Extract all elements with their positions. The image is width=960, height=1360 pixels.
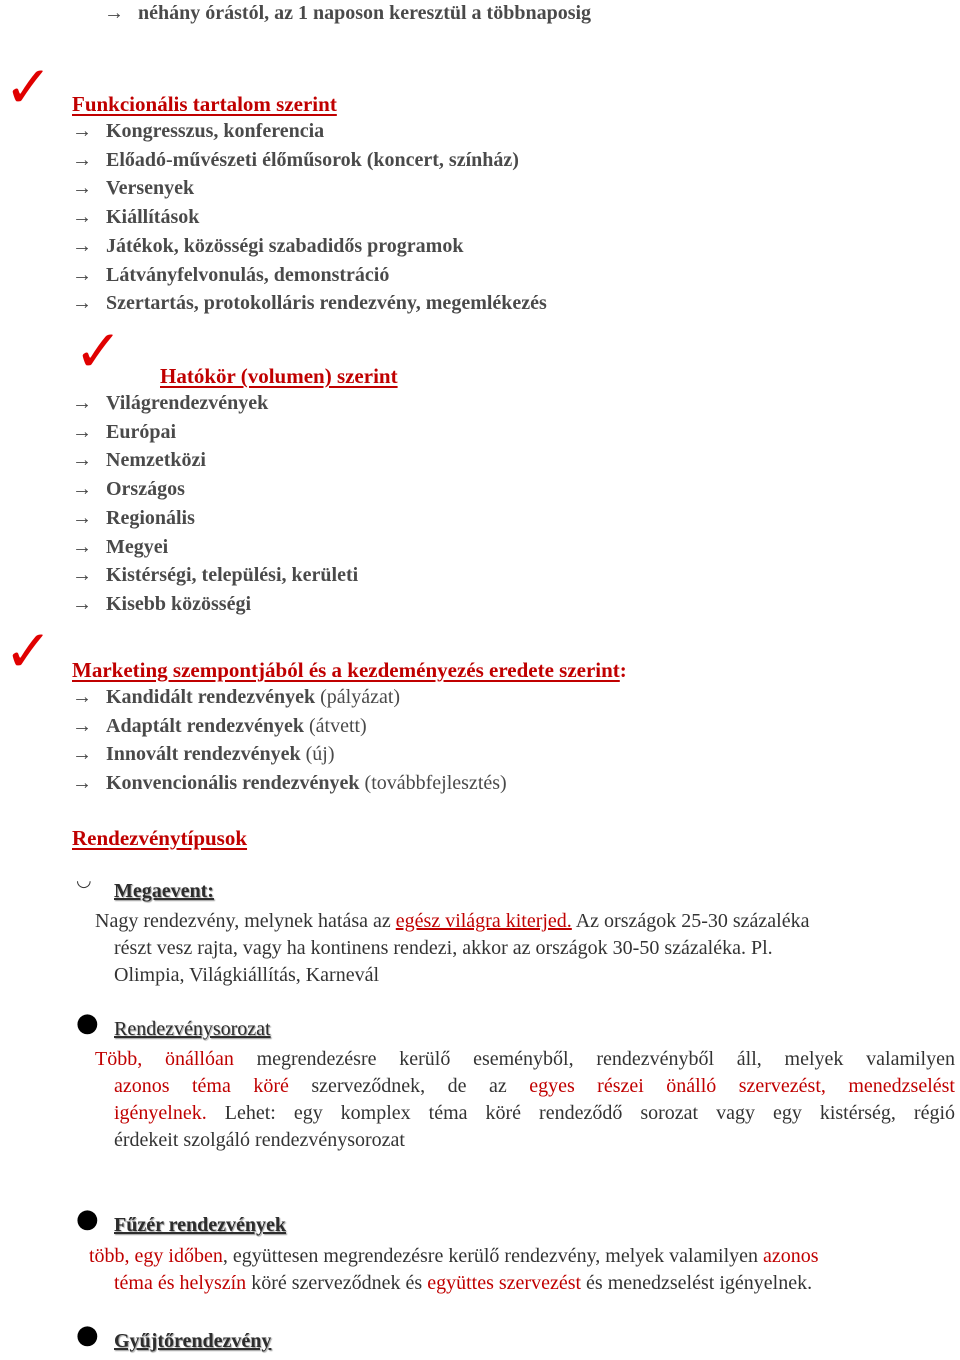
list-item-label: Regionális bbox=[106, 506, 195, 529]
list-item-note: (átvett) bbox=[303, 714, 367, 737]
megaevent-line-3: Olimpia, Világkiállítás, Karnevál bbox=[114, 964, 380, 986]
arrow-icon: → bbox=[72, 714, 92, 737]
list-item bbox=[72, 449, 206, 472]
chain-line-1: több, egy időben, együttesen megrendezésre kerülő rendezvény, melyek valamilyen azonos bbox=[89, 1245, 819, 1267]
list-item-label: Kongresszus, konferencia bbox=[106, 120, 325, 142]
arrow-icon: → bbox=[72, 263, 92, 286]
list-item bbox=[72, 564, 358, 587]
list-item-label: Kistérségi, települési, kerületi bbox=[106, 564, 359, 587]
series-heading: Rendezvénysorozat bbox=[114, 1018, 271, 1040]
series-line-1: Több, önállóan megrendezésre kerülő eseményből, rendezvényből áll, melyek valamilyen bbox=[95, 1048, 955, 1070]
arrow-icon: → bbox=[72, 772, 92, 795]
chain-line-2: téma és helyszín köré szerveződnek és együttes szervezést és menedzselést igényelnek. bbox=[114, 1272, 813, 1294]
list-item bbox=[72, 772, 507, 795]
bullet-icon: ● bbox=[76, 1008, 99, 1038]
list-item-label: Szertartás, protokolláris rendezvény, megemlékezés bbox=[106, 292, 547, 315]
list-item bbox=[72, 149, 519, 172]
megaevent-heading: Megaevent: bbox=[114, 880, 214, 902]
list-item-label: Látványfelvonulás, demonstráció bbox=[106, 263, 390, 286]
bullet-icon: ● bbox=[76, 1204, 99, 1234]
list-item-note: (pályázat) bbox=[315, 686, 401, 708]
list-item bbox=[72, 593, 251, 616]
list-item-label: Európai bbox=[106, 420, 177, 443]
arrow-icon: → bbox=[72, 177, 92, 200]
list-item-label: Játékok, közösségi szabadidős programok bbox=[106, 234, 464, 257]
list-item-label: Országos bbox=[106, 478, 185, 501]
list-item bbox=[72, 392, 268, 415]
list-item: → néhány órástól, az 1 naposon keresztül a többnaposig bbox=[104, 2, 592, 24]
arrow-icon: → bbox=[104, 2, 124, 24]
list-item bbox=[72, 507, 195, 530]
list-item bbox=[72, 421, 176, 444]
arrow-icon: → bbox=[72, 234, 92, 257]
arrow-icon: → bbox=[72, 392, 92, 414]
list-item bbox=[72, 715, 367, 738]
list-item bbox=[72, 235, 463, 258]
list-item bbox=[72, 206, 199, 229]
arrow-icon: → bbox=[72, 743, 92, 766]
checkmark-icon: ✓ bbox=[4, 617, 53, 685]
list-item bbox=[72, 536, 168, 559]
list-item-label: Világrendezvények bbox=[106, 392, 269, 414]
checkmark-icon: ✓ bbox=[74, 317, 123, 385]
section-heading-scope: Hatókör (volumen) szerint bbox=[160, 364, 398, 388]
list-item-label: Nemzetközi bbox=[106, 449, 206, 472]
list-item bbox=[72, 177, 194, 200]
megaevent-line-2: részt vesz rajta, vagy ha kontinens rendezi, akkor az országok 30-50 százaléka. Pl. bbox=[114, 937, 773, 959]
section-heading-types: Rendezvénytípusok bbox=[72, 826, 248, 850]
chain-heading: Fűzér rendezvények bbox=[114, 1214, 287, 1236]
bullet-icon: ◡ bbox=[76, 870, 92, 891]
section-heading-functional: Funkcionális tartalom szerint bbox=[72, 92, 337, 116]
arrow-icon: → bbox=[72, 120, 92, 142]
list-item-label: Adaptált rendezvények bbox=[106, 714, 304, 737]
list-item-note: (továbbfejlesztés) bbox=[359, 772, 507, 795]
list-item bbox=[72, 292, 547, 315]
series-line-2: azonos téma köré szerveződnek, de az egyes részei önálló szervezést, menedzselést bbox=[114, 1075, 955, 1097]
arrow-icon: → bbox=[72, 206, 92, 229]
collector-heading: Gyűjtőrendezvény bbox=[114, 1330, 272, 1352]
list-item-label: Innovált rendezvények bbox=[106, 743, 301, 766]
arrow-icon: → bbox=[72, 686, 92, 708]
list-item-label: Előadó-művészeti élőműsorok (koncert, színház) bbox=[106, 148, 519, 171]
megaevent-line-1: Nagy rendezvény, melynek hatása az egész világra kiterjed. Az országok 25-30 százaléka bbox=[95, 910, 810, 932]
bullet-icon: ● bbox=[76, 1320, 99, 1350]
arrow-icon: → bbox=[72, 592, 92, 615]
list-item bbox=[72, 743, 335, 766]
arrow-icon: → bbox=[72, 564, 92, 587]
checkmark-icon: ✓ bbox=[4, 53, 53, 121]
list-item-label: Konvencionális rendezvények bbox=[106, 772, 360, 795]
arrow-icon: → bbox=[72, 148, 92, 171]
arrow-icon: → bbox=[72, 506, 92, 529]
list-item-label: Megyei bbox=[106, 535, 169, 558]
arrow-icon: → bbox=[72, 420, 92, 443]
list-item bbox=[72, 120, 324, 143]
arrow-icon: → bbox=[72, 449, 92, 472]
series-line-4: érdekeit szolgáló rendezvénysorozat bbox=[114, 1129, 405, 1151]
list-item bbox=[72, 686, 400, 709]
arrow-icon: → bbox=[72, 478, 92, 501]
list-item-label: Kiállítások bbox=[106, 206, 200, 229]
section-heading-marketing: Marketing szempontjából és a kezdeményezés eredete szerint: bbox=[72, 658, 627, 682]
list-item-label: Kisebb közösségi bbox=[106, 592, 252, 615]
series-line-3: igényelnek. Lehet: egy komplex téma köré rendeződő sorozat vagy egy kistérség, régió bbox=[114, 1102, 955, 1124]
list-item-label: Kandidált rendezvények bbox=[106, 686, 316, 708]
list-item bbox=[72, 478, 185, 501]
list-item-label: Versenyek bbox=[106, 177, 195, 200]
list-item bbox=[72, 264, 389, 287]
list-item-note: (új) bbox=[300, 743, 335, 766]
arrow-icon: → bbox=[72, 535, 92, 558]
arrow-icon: → bbox=[72, 292, 92, 315]
